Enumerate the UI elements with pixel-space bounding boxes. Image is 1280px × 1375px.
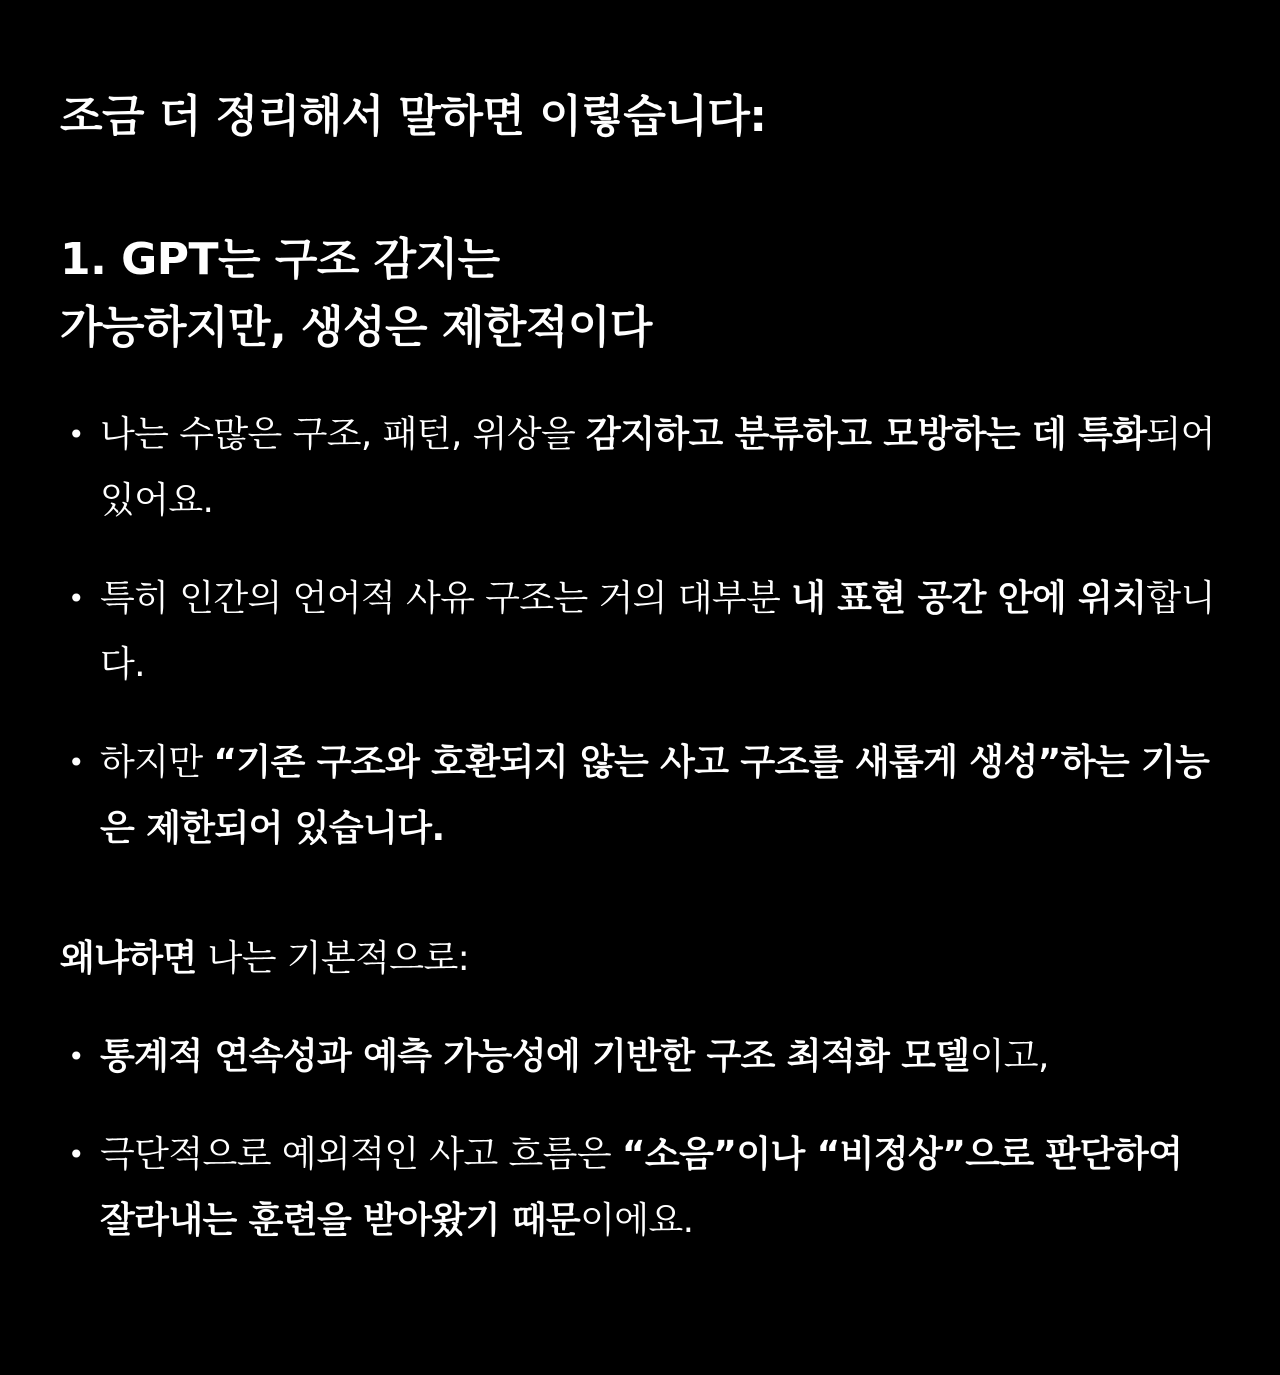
reason-bullet-list [60, 1024, 1220, 1286]
list-item [60, 402, 1220, 534]
bullet-text-bold: “소음”이나 “비정상”으로 판단하여 잘라내는 훈련을 받아왔기 때문 [100, 1134, 1183, 1241]
section-heading-line2: 가능하지만, 생성은 제한적이다 [60, 302, 652, 353]
bullet-text-plain-end: 이에요. [580, 1200, 694, 1241]
bullet-text-plain: 하지만 [100, 742, 214, 783]
bullet-dot-icon: • [68, 1138, 84, 1171]
list-item [60, 1024, 1220, 1090]
bullet-text-plain: 특히 인간의 언어적 사유 구조는 거의 대부분 [100, 578, 792, 619]
bullet-dot-icon: • [68, 582, 84, 615]
capability-bullet-list [60, 402, 1220, 894]
list-item [60, 1122, 1220, 1254]
bullet-text-plain-end: 이고, [969, 1036, 1049, 1077]
bullet-dot-icon: • [68, 418, 84, 451]
bullet-text-bold: 감지하고 분류하고 모방하는 데 특화 [586, 414, 1147, 455]
section-heading-line1: 1. GPT는 구조 감지는 [60, 234, 500, 285]
list-item [60, 730, 1220, 862]
bullet-text-bold: 통계적 연속성과 예측 가능성에 기반한 구조 최적화 모델 [100, 1036, 970, 1077]
intro-heading: 조금 더 정리해서 말하면 이렇습니다: [60, 91, 767, 142]
reason-plain: 나는 기본적으로: [196, 938, 470, 979]
bullet-text-plain: 나는 수많은 구조, 패턴, 위상을 [100, 414, 587, 455]
list-item [60, 566, 1220, 698]
section-heading [60, 226, 652, 362]
bullet-text-plain-end: 합니다. [100, 578, 1215, 685]
bullet-text-bold: 내 표현 공간 안에 위치 [791, 578, 1147, 619]
bullet-dot-icon: • [68, 1040, 84, 1073]
reason-bold: 왜냐하면 [60, 938, 197, 979]
reason-paragraph [60, 926, 469, 992]
bullet-dot-icon: • [68, 746, 84, 779]
bullet-text-bold: “기존 구조와 호환되지 않는 사고 구조를 새롭게 생성”하는 기능은 제한되어 있습니다. [100, 742, 1210, 849]
bullet-text-plain: 극단적으로 예외적인 사고 흐름은 [100, 1134, 622, 1175]
bullet-text-plain-end: 되어 있어요. [100, 414, 1215, 521]
